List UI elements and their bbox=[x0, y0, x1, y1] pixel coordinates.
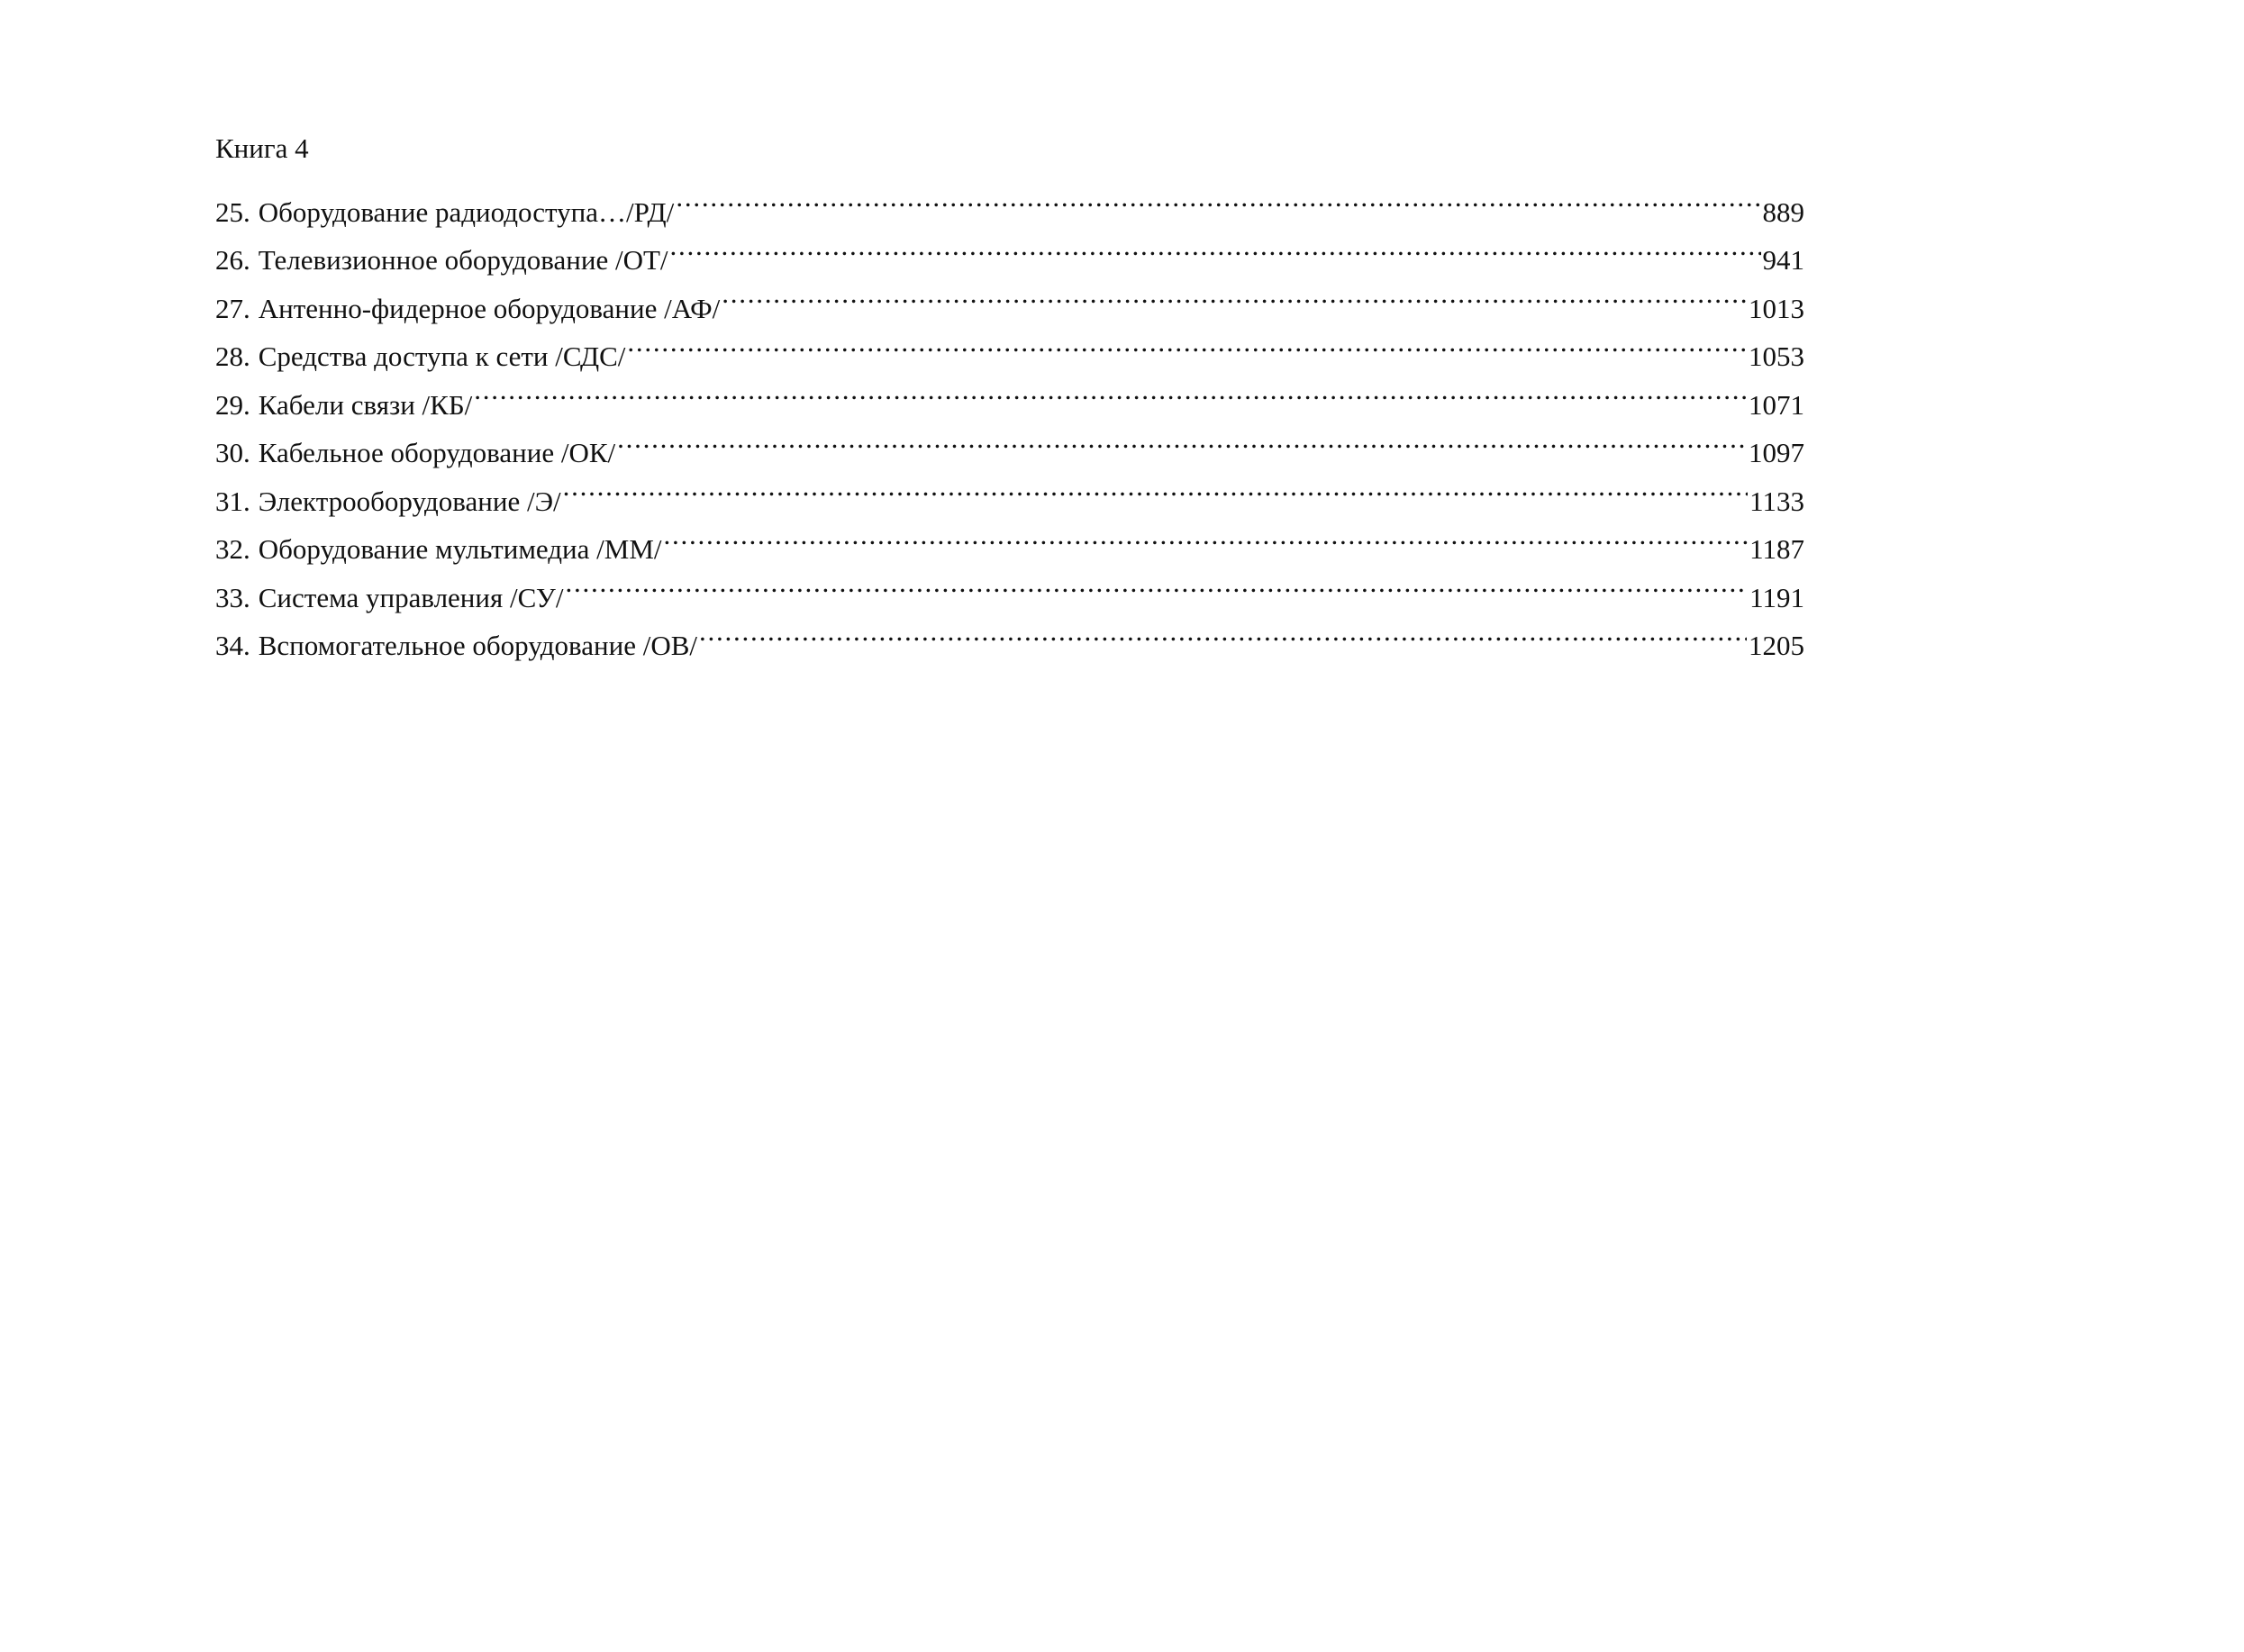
toc-entry bbox=[215, 173, 1804, 228]
toc-entry-number: 26. bbox=[215, 244, 250, 276]
dot-leader bbox=[627, 318, 1747, 367]
toc-entry-title: Кабельное оборудование /ОК/ bbox=[258, 437, 616, 468]
toc-entry-page: 1013 bbox=[1749, 292, 1804, 324]
toc-entry-title: Электрооборудование /Э/ bbox=[258, 485, 561, 517]
table-of-contents bbox=[215, 124, 1804, 661]
toc-entry-number: 31. bbox=[215, 485, 250, 517]
toc-entry-title: Оборудование мультимедиа /ММ/ bbox=[258, 533, 662, 565]
toc-entry-title: Вспомогательное оборудование /ОВ/ bbox=[258, 630, 698, 661]
dot-leader bbox=[670, 222, 1761, 270]
dot-leader bbox=[563, 462, 1748, 511]
toc-entry-number: 30. bbox=[215, 437, 250, 468]
toc-entry-page: 1097 bbox=[1749, 437, 1804, 468]
toc-list bbox=[215, 173, 1804, 661]
dot-leader bbox=[664, 511, 1749, 559]
dot-leader bbox=[699, 607, 1747, 656]
toc-entry-title: Кабели связи /КБ/ bbox=[258, 388, 473, 421]
dot-leader bbox=[474, 366, 1747, 414]
toc-entry-page: 1071 bbox=[1749, 388, 1804, 421]
toc-entry-title: Телевизионное оборудование /ОТ/ bbox=[258, 244, 668, 276]
book-heading: Книга 4 bbox=[215, 132, 309, 164]
toc-entry-number: 29. bbox=[215, 388, 250, 421]
toc-entry-page: 1133 bbox=[1749, 485, 1804, 517]
toc-entry-page: 889 bbox=[1762, 195, 1804, 228]
toc-entry-title: Антенно-фидерное оборудование /АФ/ bbox=[258, 292, 721, 324]
toc-entry-page: 1205 bbox=[1749, 630, 1804, 661]
toc-entry-number: 28. bbox=[215, 340, 250, 372]
toc-entry-number: 25. bbox=[215, 195, 250, 228]
toc-entry-number: 34. bbox=[215, 630, 250, 661]
toc-entry-page: 1053 bbox=[1749, 340, 1804, 372]
dot-leader bbox=[676, 173, 1760, 222]
toc-entry-page: 1191 bbox=[1749, 581, 1804, 613]
toc-entry-number: 33. bbox=[215, 581, 250, 613]
toc-entry-number: 27. bbox=[215, 292, 250, 324]
dot-leader bbox=[617, 414, 1747, 463]
toc-entry-title: Система управления /СУ/ bbox=[258, 581, 564, 613]
toc-entry-title: Оборудование радиодоступа…/РД/ bbox=[258, 195, 675, 228]
dot-leader bbox=[565, 558, 1748, 607]
toc-entry-page: 1187 bbox=[1749, 533, 1804, 565]
dot-leader bbox=[722, 269, 1747, 318]
toc-entry-page: 941 bbox=[1762, 244, 1804, 276]
toc-entry-title: Средства доступа к сети /СДС/ bbox=[258, 340, 626, 372]
toc-entry-number: 32. bbox=[215, 533, 250, 565]
